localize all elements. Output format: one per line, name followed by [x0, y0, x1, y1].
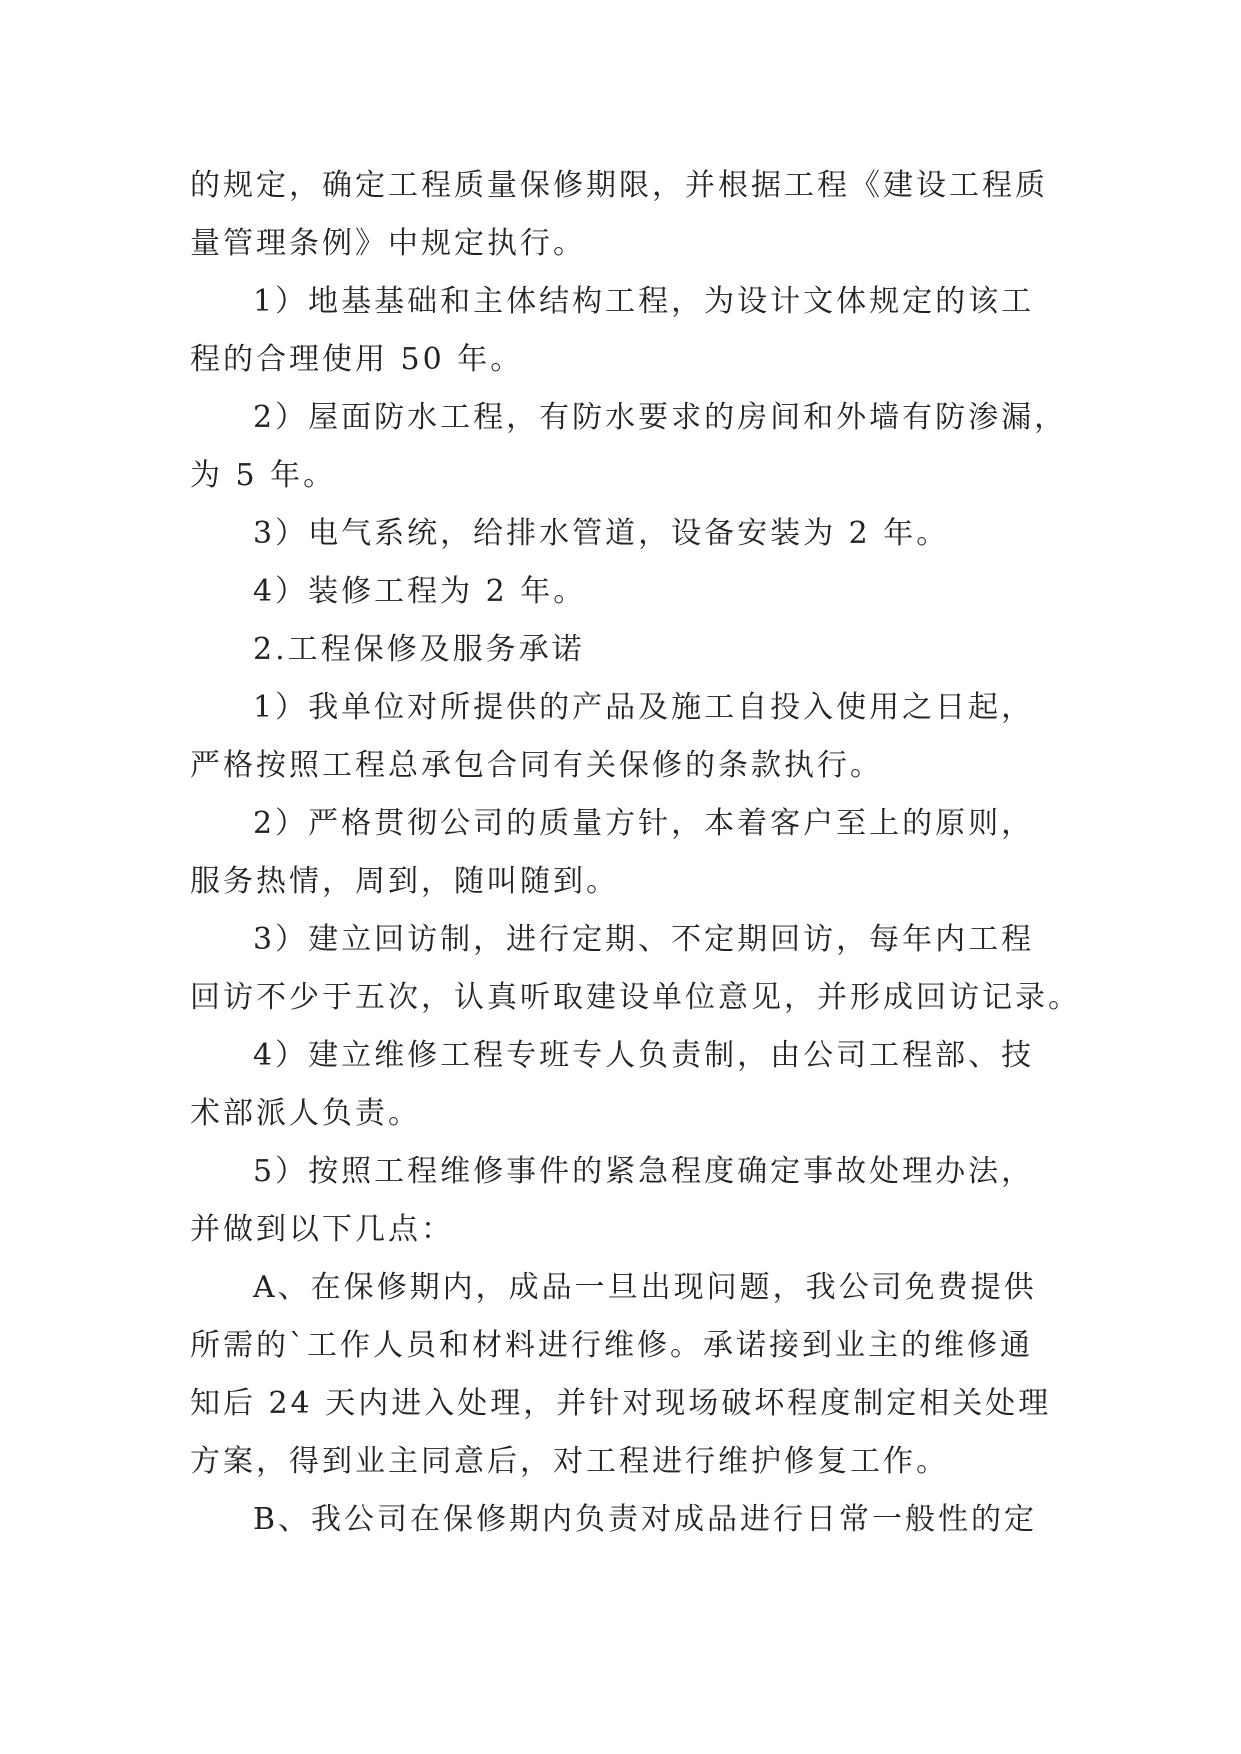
- text-line: A、在保修期内，成品一旦出现问题，我公司免费提供: [253, 1270, 1037, 1305]
- text-line: 2）严格贯彻公司的质量方针，本着客户至上的原则，: [253, 806, 1035, 841]
- text-line: 2.工程保修及服务承诺: [253, 632, 585, 667]
- text-line: 3）建立回访制，进行定期、不定期回访，每年内工程: [253, 922, 1035, 957]
- text-line: B、我公司在保修期内负责对成品进行日常一般性的定: [253, 1502, 1038, 1537]
- text-line: 4）建立维修工程专班专人负责制，由公司工程部、技: [253, 1038, 1035, 1073]
- text-line: 严格按照工程总承包合同有关保修的条款执行。: [190, 748, 883, 783]
- text-line: 回访不少于五次，认真听取建设单位意见，并形成回访记录。: [190, 980, 1081, 1015]
- text-line: 2）屋面防水工程，有防水要求的房间和外墙有防渗漏，: [253, 400, 1068, 435]
- text-line: 4）装修工程为 2 年。: [253, 574, 587, 609]
- text-line: 术部派人负责。: [190, 1096, 421, 1131]
- text-line: 方案，得到业主同意后，对工程进行维护修复工作。: [190, 1444, 949, 1479]
- text-line: 1）我单位对所提供的产品及施工自投入使用之日起，: [253, 690, 1035, 725]
- text-line: 3）电气系统，给排水管道，设备安装为 2 年。: [253, 516, 950, 551]
- text-line: 1）地基基础和主体结构工程，为设计文体规定的该工: [253, 284, 1035, 319]
- text-line: 并做到以下几点：: [190, 1212, 454, 1247]
- text-line: 服务热情，周到，随叫随到。: [190, 864, 619, 899]
- text-line: 知后 24 天内进入处理，并针对现场破坏程度制定相关处理: [190, 1386, 1052, 1421]
- text-line: 5）按照工程维修事件的紧急程度确定事故处理办法，: [253, 1154, 1035, 1189]
- text-line: 量管理条例》中规定执行。: [190, 226, 586, 261]
- text-line: 为 5 年。: [190, 458, 337, 493]
- document-body: [190, 157, 1081, 1549]
- text-line: 所需的`工作人员和材料进行维修。承诺接到业主的维修通: [190, 1328, 1033, 1363]
- text-line: 的规定，确定工程质量保修期限，并根据工程《建设工程质: [190, 168, 1048, 203]
- text-line: 程的合理使用 50 年。: [190, 342, 524, 377]
